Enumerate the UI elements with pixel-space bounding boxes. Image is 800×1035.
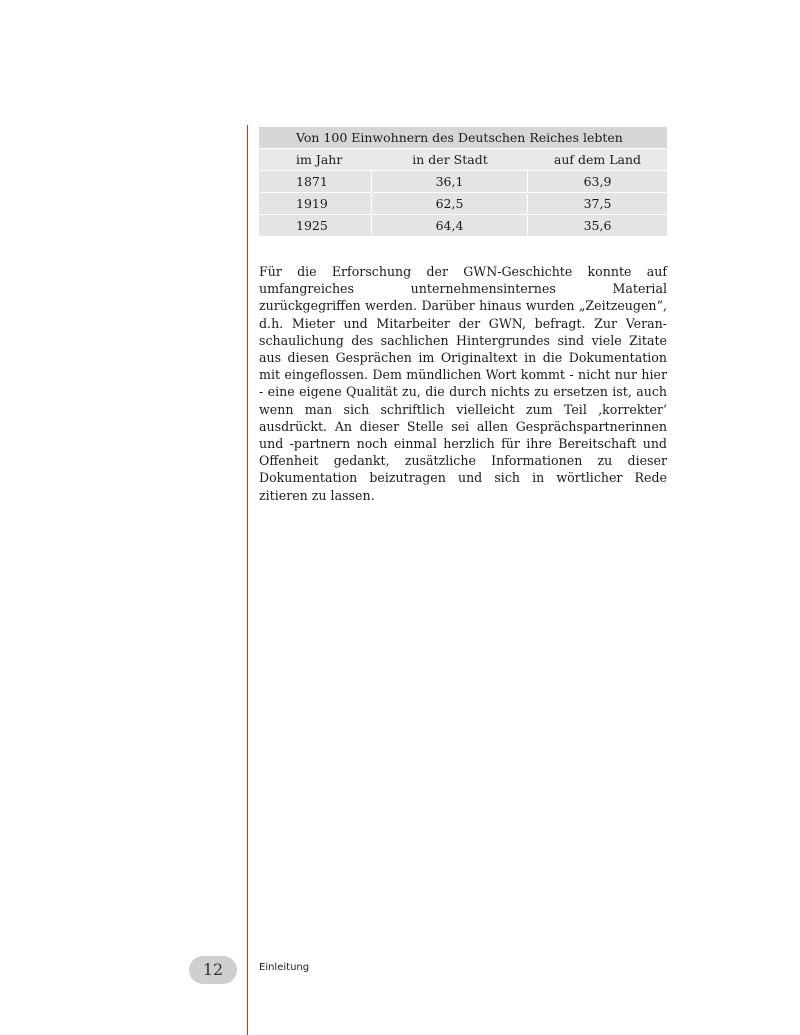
table-header-year: im Jahr: [296, 152, 343, 167]
table-cell-year: 1919: [259, 193, 372, 214]
table-cell-city: 64,4: [372, 215, 528, 236]
table-cell-country: 35,6: [583, 218, 612, 233]
table-cell-year: 1925: [259, 215, 372, 236]
margin-rule-line: [247, 125, 248, 1035]
section-label: Einleitung: [259, 962, 310, 973]
table-header-city: in der Stadt: [412, 152, 488, 167]
table-header-row: [259, 148, 667, 170]
table-row: [259, 192, 667, 214]
population-table: [259, 127, 667, 236]
body-paragraph: Für die Erforschung der GWN-Geschichte konnte auf umfangreiches unternehmensinternes Material zurückgegriffen werden. Darüber hinaus wurden „Zeitzeugen“, d.h. Mieter und Mitarbeiter der GWN, befragt. Zur Veranschaulichung des sachlichen Hintergrundes sind viele Zitate aus diesen Gesprächen im Originaltext in die Dokumentation mit eingeflossen. Dem mündlichen Wort kommt - nicht nur hier - eine eigene Qualität zu, die durch nichts zu ersetzen ist, auch wenn man sich schriftlich vielleicht zum Teil ‚korrekter‘ ausdrückt. An dieser Stelle sei allen Gesprächspartnerinnen und -partnern noch einmal herzlich für ihre Bereitschaft und Offenheit gedankt, zusätzliche Informationen zu dieser Dokumentation beizutragen und sich in wörtlicher Rede zitieren zu lassen.: [259, 264, 667, 503]
page-number-badge: 12: [189, 956, 237, 984]
table-header-country: auf dem Land: [553, 152, 642, 167]
table-row: [259, 214, 667, 236]
table-cell-country: 37,5: [583, 196, 612, 211]
table-cell-city: 36,1: [372, 171, 528, 192]
table-row: [259, 170, 667, 192]
table-cell-city: 62,5: [372, 193, 528, 214]
table-caption: Von 100 Einwohnern des Deutschen Reiches lebten: [259, 127, 667, 148]
table-cell-country: 63,9: [583, 174, 612, 189]
table-cell-year: 1871: [259, 171, 372, 192]
